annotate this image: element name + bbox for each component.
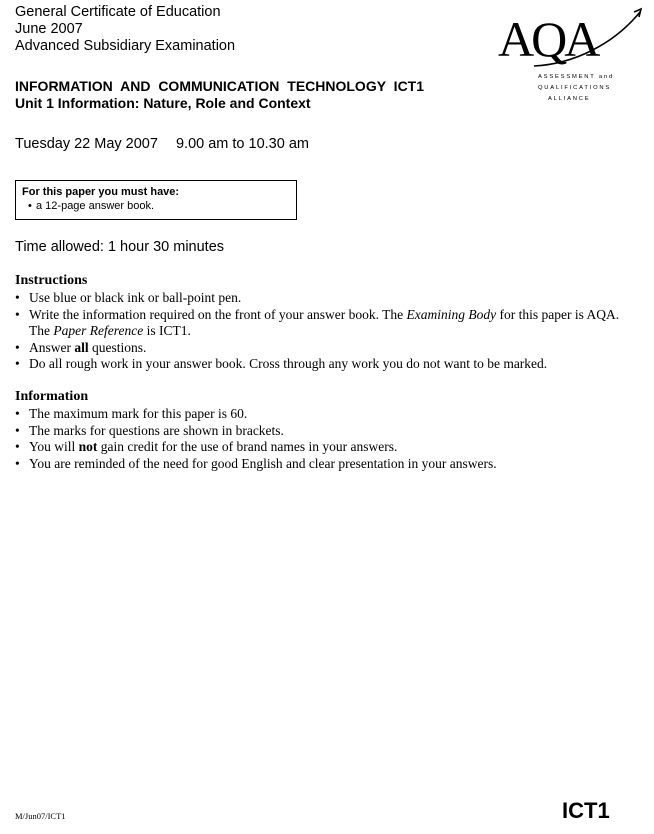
subject-title: INFORMATION AND COMMUNICATION TECHNOLOGY ICT1 [15, 78, 425, 94]
exam-date-time: 9.00 am to 10.30 am [175, 136, 309, 152]
time-allowed: Time allowed: 1 hour 30 minutes [15, 239, 225, 255]
information-item: • You are reminded of the need for good English and clear presentation in your answers. [15, 456, 625, 473]
logo-letters: AQA [498, 11, 598, 67]
instruction-item: • Use blue or black ink or ball-point pen. [15, 290, 625, 307]
exam-date-day: Tuesday 22 May 2007 [15, 136, 158, 152]
logo-tagline-3: ALLIANCE [548, 96, 591, 102]
instruction-item: • Do all rough work in your answer book. Cross through any work you do not want to be marked. [15, 356, 625, 373]
information-section [15, 389, 625, 472]
instruction-item: • Answer all questions. [15, 340, 625, 357]
logo-tagline-1: ASSESSMENT and [538, 74, 614, 80]
information-item: • You will not gain credit for the use of brand names in your answers. [15, 439, 625, 456]
examination-level-line: Advanced Subsidiary Examination [15, 38, 236, 54]
unit-title: Unit 1 Information: Nature, Role and Context [15, 95, 311, 111]
instructions-heading: Instructions [15, 273, 88, 288]
paper-title [15, 78, 424, 112]
aqa-logo [494, 4, 644, 104]
exam-date [15, 136, 309, 152]
information-heading: Information [15, 389, 89, 404]
paper-reference-footer: M/Jun07/ICT1 [15, 811, 66, 821]
session-line: June 2007 [15, 21, 83, 37]
exam-header [15, 4, 235, 55]
requirements-item: • a 12-page answer book. [22, 199, 290, 213]
requirements-box [15, 180, 297, 220]
requirements-heading: For this paper you must have: [22, 186, 180, 198]
logo-tagline-2: QUALIFICATIONS [538, 85, 612, 91]
instructions-section [15, 273, 625, 373]
paper-code: ICT1 [562, 798, 610, 823]
instruction-item: • Write the information required on the front of your answer book. The Examining Body for this paper is AQA. The Paper Reference is ICT1. [15, 307, 625, 340]
information-item: • The marks for questions are shown in brackets. [15, 423, 625, 440]
information-item: • The maximum mark for this paper is 60. [15, 406, 625, 423]
qualification-line: General Certificate of Education [15, 4, 221, 20]
